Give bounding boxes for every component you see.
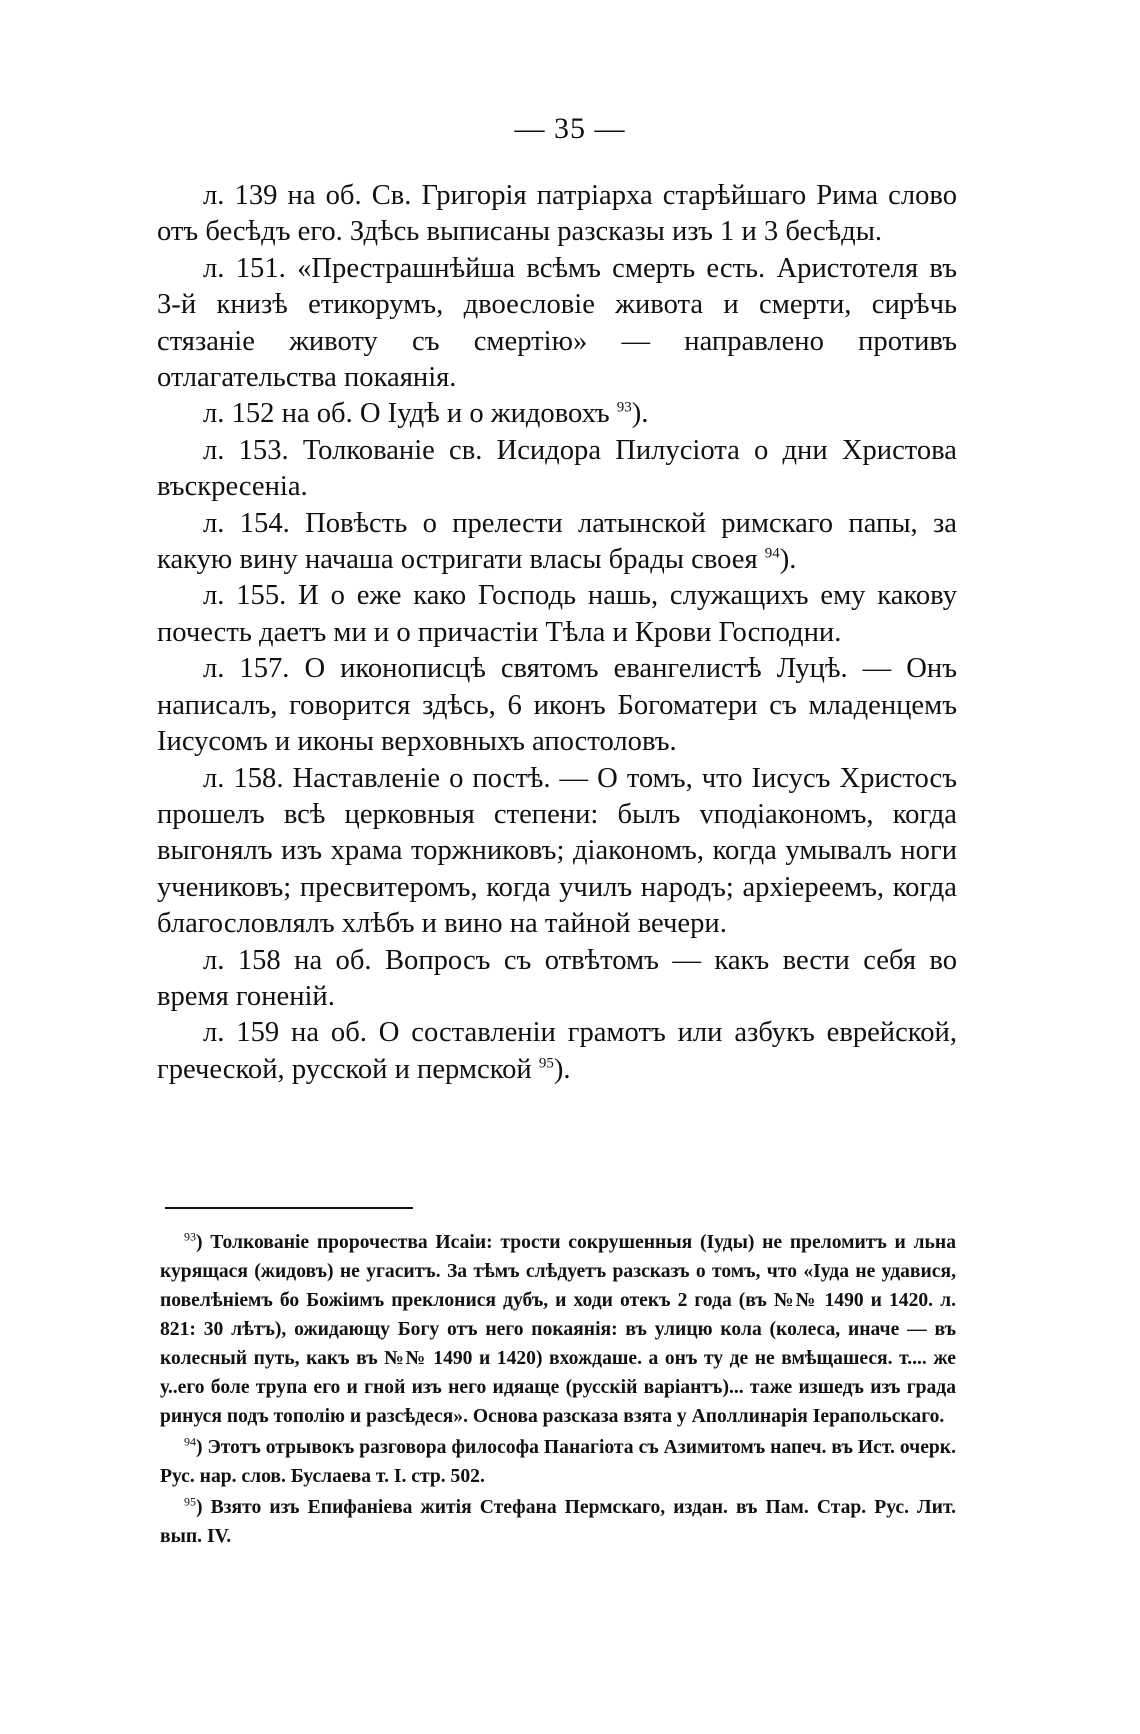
footnote-ref: 95 [538,1055,554,1072]
footnote-number: 95 [184,1494,196,1509]
entry-paragraph: л. 155. И о еже како Господь нашь, служащихъ ему какову почесть даетъ ми и о причастіи Тѣла и Крови Господни. [157,580,957,648]
footnote-number: 93 [184,1229,196,1244]
entry-paragraph: л. 154. Повѣсть о прелести латынской римскаго папы, за какую вину начаша остригати власы брады своея $^{94}$). [157,507,957,576]
footnote-divider [165,1207,413,1209]
entry-paragraph: л. 158 на об. Вопросъ съ отвѣтомъ — какъ вести себя во время гоненій. [157,944,957,1012]
footnote-ref: 93 [616,399,632,416]
entry-paragraph: л. 157. О иконописцѣ святомъ евангелистѣ Луцѣ. — Онъ написалъ, говорится здѣсь, 6 иконъ Богоматери съ младенцемъ Іисусомъ и иконы верховныхъ апостоловъ. [157,653,957,758]
entry-paragraph: л. 158. Наставленіе о постѣ. — О томъ, что Іисусъ Христосъ прошелъ всѣ церковныя степени: былъ vподіакономъ, когда выгонялъ изъ храма торжниковъ; діакономъ, когда умывалъ ноги учениковъ; пресвитеромъ, когда училъ народъ; архіереемъ, когда благословлялъ хлѣбъ и вино на тайной вечери. [157,762,957,940]
page-number: — 35 — [514,112,626,145]
footnote: $^{94}$) Этотъ отрывокъ разговора философа Панагіота съ Азимитомъ напеч. въ Ист. очерк. Рус. нар. слов. Буслаева т. I. стр. 502. [160,1434,956,1487]
entry-paragraph: л. 153. Толкованіе св. Исидора Пилусіота о дни Христова въскресеніа. [157,434,957,503]
footnotes [160,1228,956,1553]
entry-paragraph: л. 159 на об. О составленіи грамотъ или азбукъ еврейской, греческой, русской и пермской $^{95}$). [157,1017,957,1085]
entry-paragraph: л. 152 на об. О Іудѣ и о жидовохъ $^{93}$). [203,398,649,430]
entry-paragraph: л. 139 на об. Св. Григорія патріарха старѣйшаго Рима слово отъ бесѣдъ его. Здѣсь выписаны разсказы изъ 1 и 3 бесѣды. [157,180,957,248]
footnote-number: 94 [184,1434,196,1449]
footnote: $^{95}$) Взято изъ Епифаніева житія Стефана Пермскаго, издан. въ Пам. Стар. Рус. Лит. вып. IV. [160,1494,956,1547]
entry-paragraph: л. 151. «Престрашнѣйша всѣмъ смерть есть. Аристотеля въ 3-й книзѣ етикорумъ, двоесловіе живота и смерти, сирѣчь стязаніе животу съ смертію» — направлено противъ отлагательства покаянія. [157,252,957,394]
footnote-ref: 94 [764,545,780,562]
main-text [157,178,957,1088]
footnote: $^{93}$) Толкованіе пророчества Исаіи: трости сокрушенныя (Іуды) не преломитъ и льна курящася (жидовъ) не угаситъ. За тѣмъ слѣдуетъ разсказъ о томъ, что «Іуда не удавися, повелѣніемъ бо Божіимъ преклонися дубъ, и ходи отекъ 2 года (въ №№ 1490 и 1420. л. 821: 30 лѣтъ), ожидающу Богу отъ него покаянія: въ улицю кола (колеса, иначе — въ колесный путь, какъ въ №№ 1490 и 1420) вхождаше. а онъ ту де не вмѣщашеся. т.... же у..его боле трупа его и гной изъ него идяаще (русскій варіантъ)... таже изшедъ изъ града ринуся подъ тополію и разсѣдеся». Основа разсказа взята у Аполлинарія Іерапольскаго. [160,1229,956,1427]
